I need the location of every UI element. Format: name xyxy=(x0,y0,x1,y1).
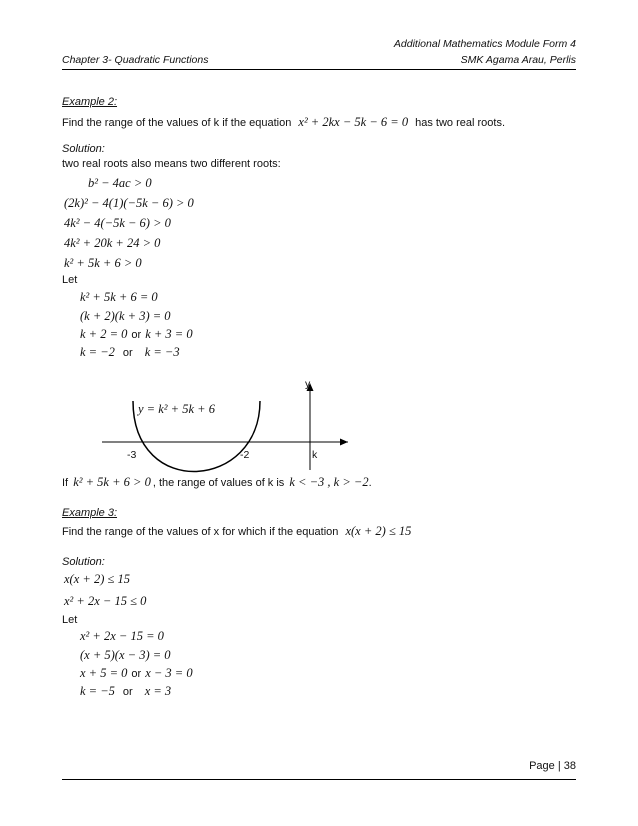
quadratic-sketch xyxy=(90,370,360,475)
example2-solution-label: Solution: xyxy=(62,143,105,155)
page-footer: Page | 38 xyxy=(529,760,576,772)
example3-heading: Example 3: xyxy=(62,507,118,519)
page-label: Page xyxy=(529,760,555,772)
ex2-conclusion xyxy=(62,475,372,490)
conclusion-mid: , the range of values of k is xyxy=(152,477,285,489)
ex3-or-2: or xyxy=(122,686,133,698)
ex3-step-1: x(x + 2) ≤ 15 xyxy=(64,572,130,586)
ex3-factors xyxy=(80,666,193,681)
ex2-roots xyxy=(80,345,180,360)
ex2-step-1: b² − 4ac > 0 xyxy=(88,176,152,190)
example2-question-post: has two real roots. xyxy=(415,117,506,129)
example2-heading: Example 2: xyxy=(62,96,118,108)
tick-minus3: -3 xyxy=(127,449,137,461)
ex3-step-2: x² + 2x − 15 ≤ 0 xyxy=(64,594,147,608)
module-title: Additional Mathematics Module Form 4 xyxy=(393,38,576,50)
ex3-let-step-1: x² + 2x − 15 = 0 xyxy=(80,629,164,643)
ex3-root-1: k = −5 xyxy=(80,684,115,698)
ex2-step-4: 4k² + 20k + 24 > 0 xyxy=(64,236,161,250)
ex3-factor-2: x − 3 = 0 xyxy=(145,666,193,680)
ex3-roots xyxy=(80,684,171,699)
chapter-title: Chapter 3- Quadratic Functions xyxy=(62,54,209,66)
ex3-factor-1: x + 5 = 0 xyxy=(80,666,128,680)
example2-equation: x² + 2kx − 5k − 6 = 0 xyxy=(298,115,409,129)
ex2-root-1: k = −2 xyxy=(80,345,115,359)
ex3-or-1: or xyxy=(131,668,142,680)
curve-label: y = k² + 5k + 6 xyxy=(138,402,215,416)
footer-rule xyxy=(62,779,576,780)
k-axis-label: k xyxy=(312,449,318,461)
ex3-let-label: Let xyxy=(62,614,78,626)
conclusion-if: If xyxy=(62,477,69,489)
example2-intro: two real roots also means two different roots: xyxy=(62,158,281,170)
ex2-step-3: 4k² − 4(−5k − 6) > 0 xyxy=(64,216,171,230)
ex3-let-step-2: (x + 5)(x − 3) = 0 xyxy=(80,648,171,662)
ex2-step-2: (2k)² − 4(1)(−5k − 6) > 0 xyxy=(64,196,194,210)
example3-question-pre: Find the range of the values of x for which if the equation xyxy=(62,526,339,538)
k-axis-arrow xyxy=(340,439,348,446)
ex2-root-2: k = −3 xyxy=(144,345,180,359)
conclusion-inequality: k² + 5k + 6 > 0 xyxy=(73,475,151,489)
ex3-root-2: x = 3 xyxy=(144,684,172,698)
conclusion-answer: k < −3 , k > −2 xyxy=(289,475,369,489)
ex2-factor-2: k + 3 = 0 xyxy=(145,327,193,341)
header-rule xyxy=(62,69,576,70)
example2-question-pre: Find the range of the values of k if the equation xyxy=(62,117,292,129)
ex2-factor-1: k + 2 = 0 xyxy=(80,327,128,341)
y-axis-label: y xyxy=(305,378,311,390)
ex2-factors xyxy=(80,327,193,342)
example3-solution-label: Solution: xyxy=(62,556,105,568)
ex2-let-label: Let xyxy=(62,274,78,286)
page-number: 38 xyxy=(563,760,576,772)
ex2-or-2: or xyxy=(122,347,133,359)
example2-question xyxy=(62,115,505,130)
conclusion-end: . xyxy=(368,477,372,489)
ex2-or-1: or xyxy=(131,329,142,341)
tick-minus2: -2 xyxy=(240,449,250,461)
school-name: SMK Agama Arau, Perlis xyxy=(460,54,576,66)
ex2-let-step-1: k² + 5k + 6 = 0 xyxy=(80,290,158,304)
example3-equation: x(x + 2) ≤ 15 xyxy=(345,524,412,538)
ex2-let-step-2: (k + 2)(k + 3) = 0 xyxy=(80,309,171,323)
example3-question xyxy=(62,524,411,539)
ex2-step-5: k² + 5k + 6 > 0 xyxy=(64,256,142,270)
